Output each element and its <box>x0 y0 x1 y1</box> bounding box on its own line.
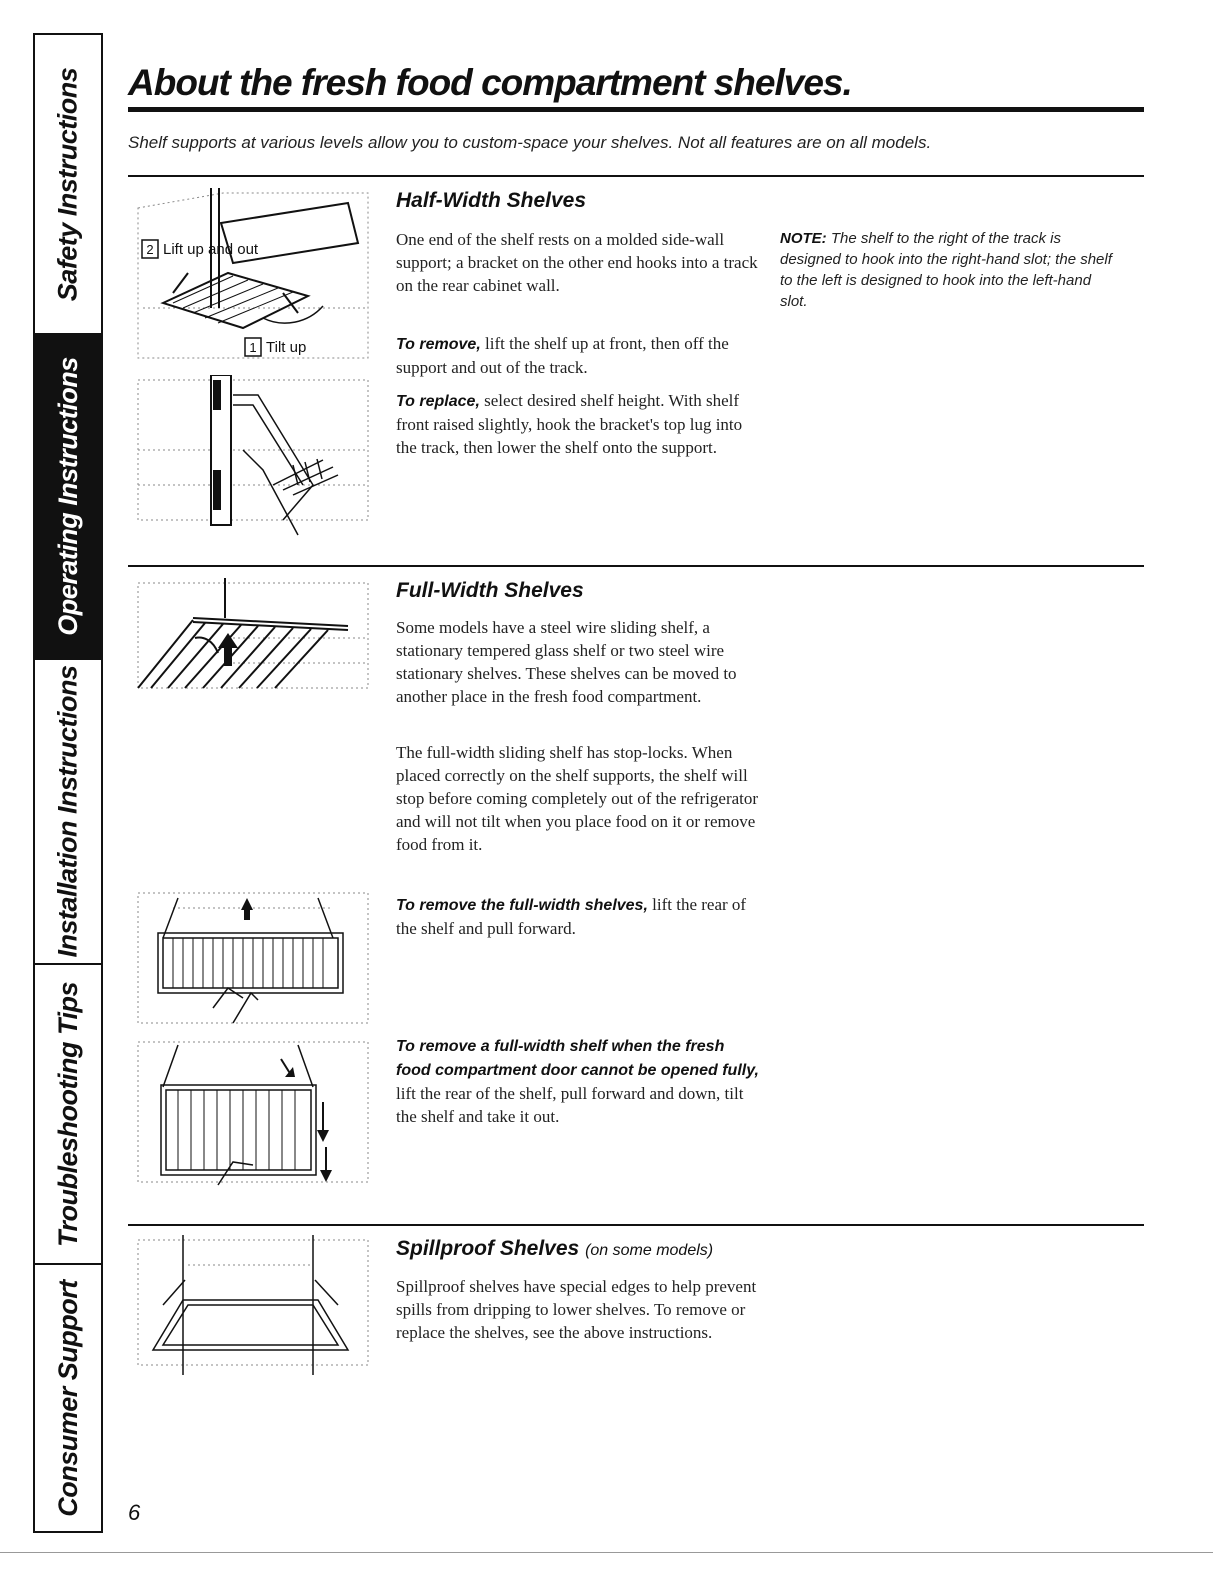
tab-installation-instructions-label: Installation Instructions <box>52 665 83 958</box>
page-subtitle: Shelf supports at various levels allow you to custom-space your shelves. Not all features are on all models. <box>128 133 932 152</box>
callout-2-number: 2 <box>146 242 154 257</box>
spillproof-heading-text: Spillproof Shelves <box>396 1237 580 1260</box>
callout-1-text: Tilt up <box>266 339 307 356</box>
tab-troubleshooting-tips[interactable] <box>35 965 101 1265</box>
spillproof-text: Spillproof shelves have special edges to help prevent spills from dripping to lower shelves. To remove or replace the shelves, see the above instructions. <box>396 1277 757 1342</box>
tab-safety-instructions-label: Safety Instructions <box>52 67 83 301</box>
spillproof-heading <box>396 1237 713 1261</box>
section-divider <box>128 565 1144 567</box>
section-divider <box>128 1224 1144 1226</box>
title-rule <box>128 107 1144 112</box>
tab-consumer-support-label: Consumer Support <box>52 1279 83 1517</box>
full-width-heading: Full-Width Shelves <box>396 579 584 602</box>
full-width-door-illustration <box>133 1037 373 1187</box>
half-width-replace <box>396 389 761 459</box>
half-width-replace-lead: To replace, <box>396 393 480 410</box>
full-width-remove-text: lift the rear of the shelf and pull forward. <box>396 895 747 938</box>
full-width-remove-lead: To remove the full-width shelves, <box>396 897 648 914</box>
tab-troubleshooting-tips-label: Troubleshooting Tips <box>52 981 83 1247</box>
full-width-remove <box>396 893 761 940</box>
note-lead: NOTE: <box>780 230 827 247</box>
half-width-note <box>780 228 1120 312</box>
page-title: About the fresh food compartment shelves. <box>128 62 852 103</box>
full-width-door-text: lift the rear of the shelf, pull forward and down, tilt the shelf and take it out. <box>396 1084 744 1126</box>
section-divider <box>128 175 1144 177</box>
full-width-door-remove <box>396 1034 761 1128</box>
note-text: The shelf to the right of the track is designed to hook into the right-hand slot; the shelf to the left is designed to hook into the left-hand slot. <box>780 230 1112 310</box>
tab-consumer-support[interactable] <box>35 1265 101 1531</box>
full-width-para1: Some models have a steel wire sliding shelf, a stationary tempered glass shelf or two steel wire stationary shelves. These shelves can be moved to another place in the fresh food compartment. <box>396 618 737 706</box>
callout-2-text: Lift up and out <box>163 241 259 258</box>
half-width-bracket-illustration <box>133 375 373 540</box>
half-width-remove-lead: To remove, <box>396 336 481 353</box>
tab-safety-instructions[interactable] <box>35 35 101 335</box>
half-width-intro: One end of the shelf rests on a molded side-wall support; a bracket on the other end hooks into a track on the rear cabinet wall. <box>396 230 758 295</box>
half-width-remove <box>396 332 761 379</box>
page-number: 6 <box>128 1500 141 1525</box>
full-width-para2: The full-width sliding shelf has stop-locks. When placed correctly on the shelf supports, the shelf will stop before coming completely out of the refrigerator and will not tilt when you place food on it or remove food from it. <box>396 743 759 854</box>
half-width-heading: Half-Width Shelves <box>396 189 587 212</box>
full-width-shelf-illustration <box>133 578 373 698</box>
tab-operating-instructions[interactable] <box>35 335 101 660</box>
side-navigation <box>33 33 103 1533</box>
full-width-remove-illustration <box>133 888 373 1028</box>
half-width-replace-text: select desired shelf height. With shelf front raised slightly, hook the bracket's top lug into the track, then lower the shelf onto the support. <box>396 391 743 457</box>
tab-installation-instructions[interactable] <box>35 660 101 965</box>
spillproof-heading-note: (on some models) <box>585 1242 714 1259</box>
half-width-remove-text: lift the shelf up at front, then off the support and out of the track. <box>396 334 729 377</box>
callout-1-number: 1 <box>249 340 257 355</box>
half-width-lift-illustration <box>133 188 373 368</box>
full-width-door-lead: To remove a full-width shelf when the fresh food compartment door cannot be opened fully, <box>396 1038 759 1079</box>
bottom-rule <box>0 1552 1213 1553</box>
tab-operating-instructions-label: Operating Instructions <box>52 357 83 636</box>
spillproof-shelf-illustration <box>133 1235 373 1375</box>
